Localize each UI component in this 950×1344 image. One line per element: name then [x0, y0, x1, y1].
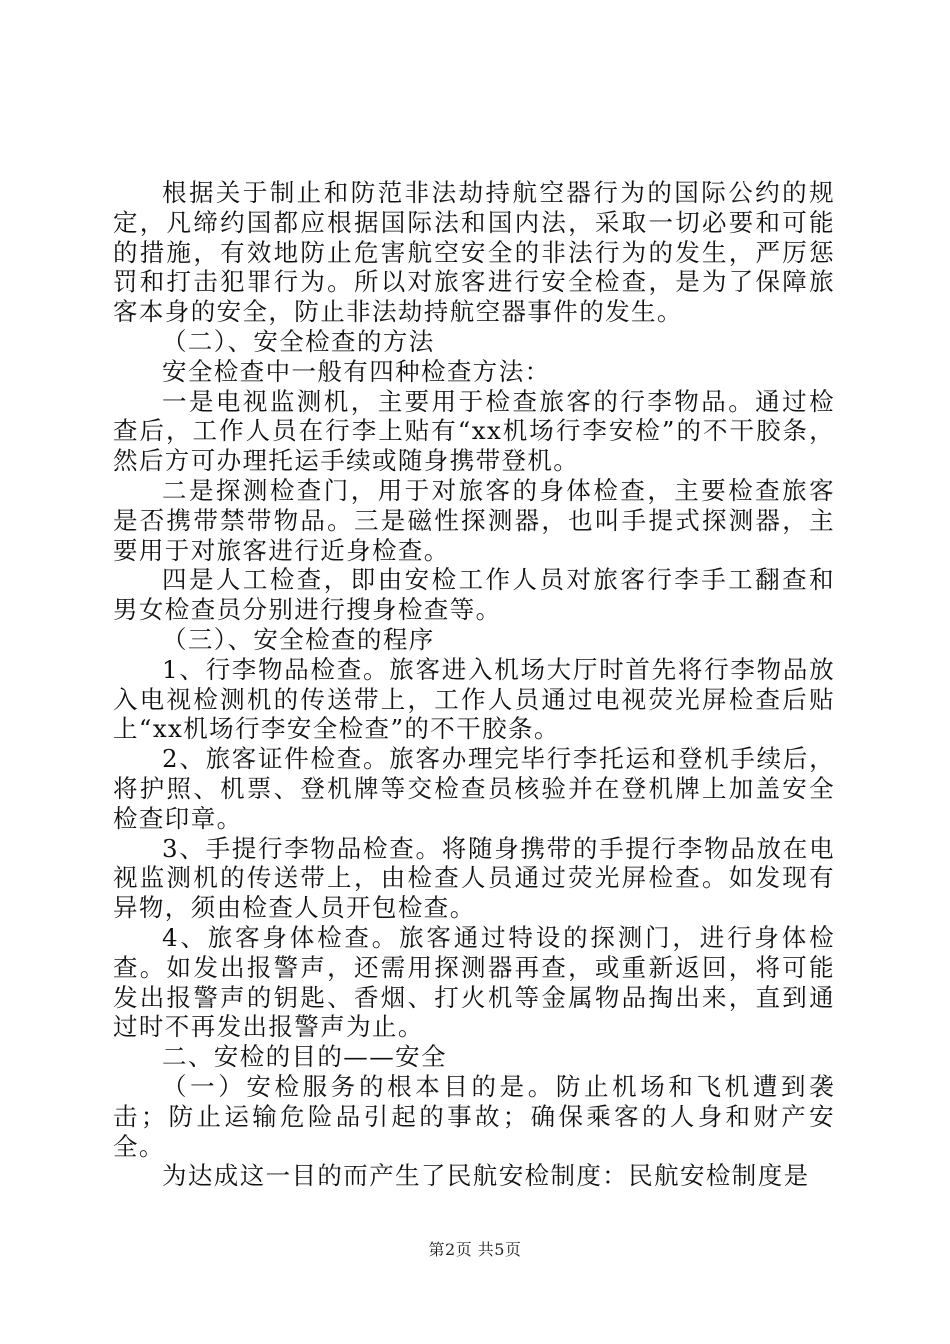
paragraph-step-carry-on: 3、手提行李物品检查。将随身携带的手提行李物品放在电视监测机的传送带上，由检查人员通过荧光屏检查。如发现有异物，须由检查人员开包检查。	[113, 833, 835, 923]
paragraph-method-detector-door: 二是探测检查门，用于对旅客的身体检查，主要检查旅客是否携带禁带物品。三是磁性探测器，也叫手提式探测器，主要用于对旅客进行近身检查。	[113, 475, 835, 565]
paragraph-four-methods-intro: 安全检查中一般有四种检查方法：	[162, 356, 551, 386]
page-number-footer: 第2页 共5页	[428, 1240, 522, 1259]
paragraph-security-system: 为达成这一目的而产生了民航安检制度：民航安检制度是	[162, 1161, 810, 1191]
heading-security-purpose: 二、安检的目的——安全	[162, 1042, 447, 1072]
heading-inspection-methods: （二）、安全检查的方法	[162, 326, 435, 356]
paragraph-step-body-check: 4、旅客身体检查。旅客通过特设的探测门，进行身体检查。如发出报警声，还需用探测器再查，或重新返回，将可能发出报警声的钥匙、香烟、打火机等金属物品掏出来，直到通过时不再发出报警声为止。	[113, 922, 835, 1042]
paragraph-step-luggage: 1、行李物品检查。旅客进入机场大厅时首先将行李物品放入电视检测机的传送带上，工作人员通过电视荧光屏检查后贴上“xx机场行李安全检查”的不干胶条。	[113, 654, 835, 744]
heading-inspection-procedure: （三）、安全检查的程序	[162, 624, 435, 654]
document-body	[113, 178, 835, 1191]
paragraph-step-documents: 2、旅客证件检查。旅客办理完毕行李托运和登机手续后，将护照、机票、登机牌等交检查员核验并在登机牌上加盖安全检查印章。	[113, 744, 835, 833]
paragraph-method-tv-monitor: 一是电视监测机，主要用于检查旅客的行李物品。通过检查后，工作人员在行李上贴有“xx机场行李安检”的不干胶条，然后方可办理托运手续或随身携带登机。	[113, 386, 835, 476]
paragraph-intl-convention: 根据关于制止和防范非法劫持航空器行为的国际公约的规定，凡缔约国都应根据国际法和国内法，采取一切必要和可能的措施，有效地防止危害航空安全的非法行为的发生，严厉惩罚和打击犯罪行为。所以对旅客进行安全检查，是为了保障旅客本身的安全，防止非法劫持航空器事件的发生。	[113, 178, 835, 327]
paragraph-fundamental-purpose: （一）安检服务的根本目的是。防止机场和飞机遭到袭击；防止运输危险品引起的事故；确保乘客的人身和财产安全。	[113, 1071, 835, 1161]
paragraph-method-manual: 四是人工检查，即由安检工作人员对旅客行李手工翻查和男女检查员分别进行搜身检查等。	[113, 565, 835, 625]
